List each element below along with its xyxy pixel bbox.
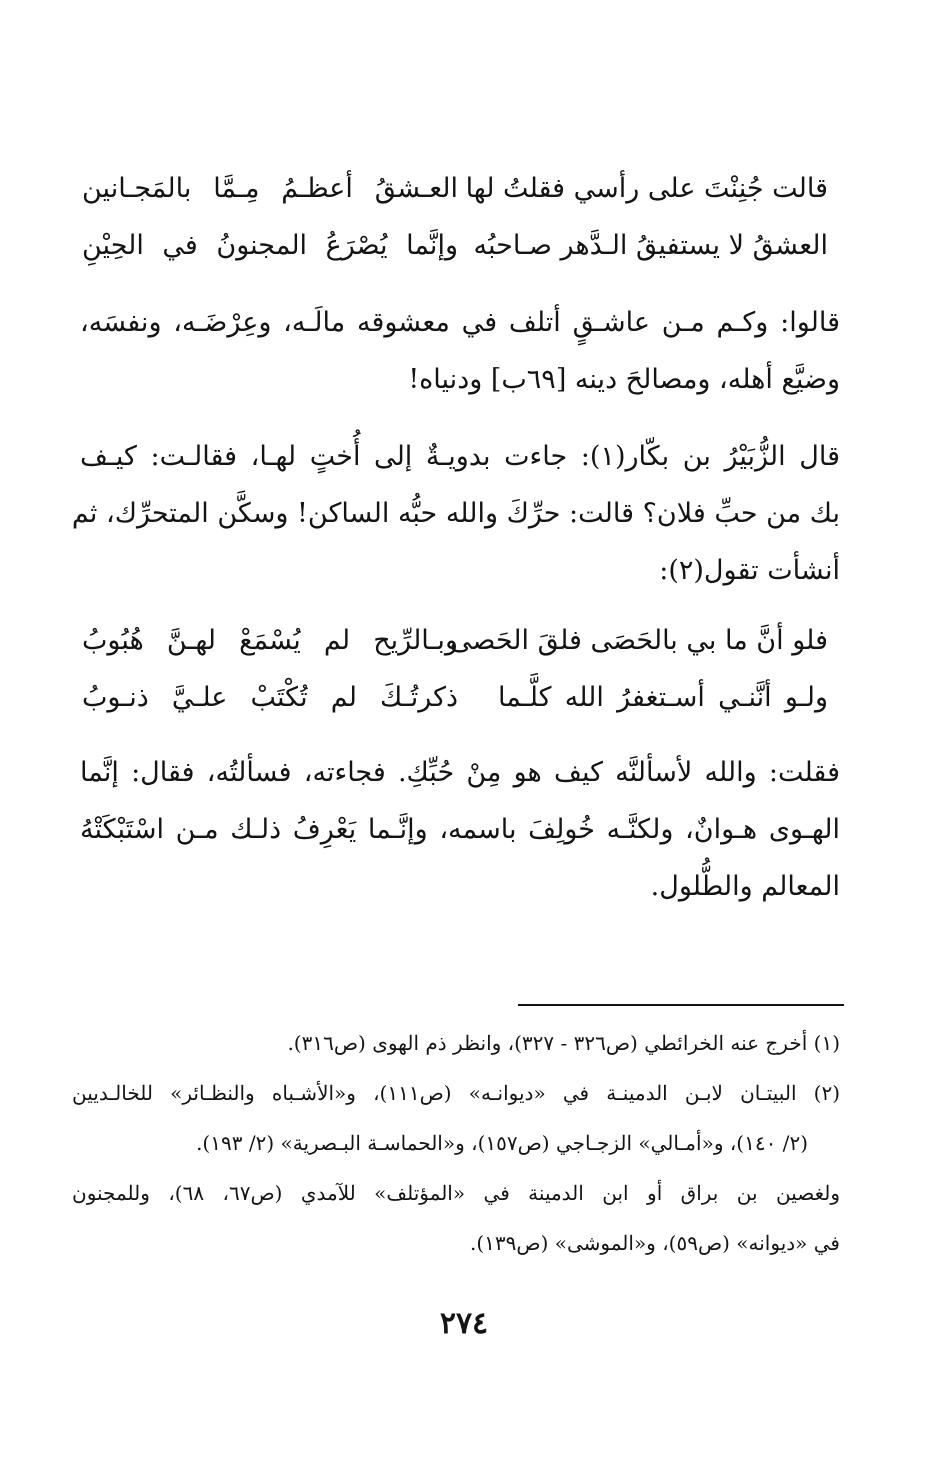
footnote-2-line1: (٢) البيتـان لابـن الدمينـة في «ديوانـه» (ص١١١)، و«الأشـباه والنظـائر» للخالـديين	[72, 1081, 841, 1105]
poem1-line2-first-hemistich: العشقُ لا يستفيقُ الـدَّهر صـاحبُه	[473, 230, 828, 261]
para2-line2: بك من حبِّ فلان؟ قالت: حرِّكَ والله حبُّه الساكن! وسكَّن المتحرِّك، ثم	[71, 498, 840, 529]
para3-line1: فقلت: والله لأسألنَّه كيف هو مِنْ حُبِّكِ. فجاءته، فسألتُه، فقال: إنَّما	[80, 757, 840, 788]
para3-line2: الهـوى هـوانٌ، ولكنَّـه خُولِفَ باسمه، وإنَّـما يَعْرِفُ ذلـك مـن اسْتَبْكَتْهُ	[80, 814, 840, 845]
footnote-2-line4: في «ديوانه» (ص٥٩)، و«الموشى» (ص١٣٩).	[469, 1231, 840, 1255]
poem2-line2-second-hemistich: ذكرتُـكَ لم تُكْتَبْ علـيَّ ذنـوبُ	[82, 682, 458, 713]
para1-line1: قالوا: وكـم مـن عاشـقٍ أتلف في معشوقه مالَـه، وعِرْضَـه، ونفسَه،	[80, 307, 840, 338]
para3-line3: المعالم والطُّلول.	[650, 871, 840, 902]
para2-line1: قال الزُّبَيْرُ بن بكّار(١): جاءت بدويـةٌ إلى أُختٍ لهـا، فقالـت: كيـف	[80, 441, 840, 472]
para1-line2: وضيَّع أهله، ومصالحَ دينه [٦٩ب] ودنياه!	[408, 364, 840, 395]
poem2-line2-first-hemistich: ولـو أنَّنـي أسـتغفرُ الله كلَّـما	[498, 682, 828, 713]
page-number: ٢٧٤	[439, 1306, 489, 1341]
footnote-2-line3: ولغصين بن براق أو ابن الدمينة في «المؤتلف» للآمدي (ص٦٧، ٦٨)، وللمجنون	[72, 1181, 841, 1205]
poem1-line1-second-hemistich: العـشقُ أعظـمُ مِـمَّا بالمَجـانين	[82, 173, 458, 204]
footnote-2-line2: (٢/ ١٤٠)، و«أمـالي» الزجـاجي (ص١٥٧)، و«الحماسـة البـصرية» (٢/ ١٩٣).	[196, 1131, 808, 1155]
poem1-line2-second-hemistich: وإنَّما يُصْرَعُ المجنونُ في الحِيْنِ	[82, 230, 458, 261]
poem1-line1-first-hemistich: قالت جُنِنْتَ على رأسي فقلتُ لها	[465, 173, 828, 204]
para2-line3: أنشأت تقول(٢):	[659, 555, 840, 586]
footnote-1: (١) أخرج عنه الخرائطي (ص٣٢٦ - ٣٢٧)، وانظر ذم الهوى (ص٣١٦).	[287, 1031, 840, 1055]
poem2-line1-first-hemistich: فلو أنَّ ما بي بالحَصَى فلقَ الحَصى	[449, 625, 828, 656]
poem2-line1-second-hemistich: وبـالرِّيح لم يُسْمَعْ لهـنَّ هُبُوبُ	[82, 625, 458, 656]
footnote-separator	[518, 1004, 844, 1006]
